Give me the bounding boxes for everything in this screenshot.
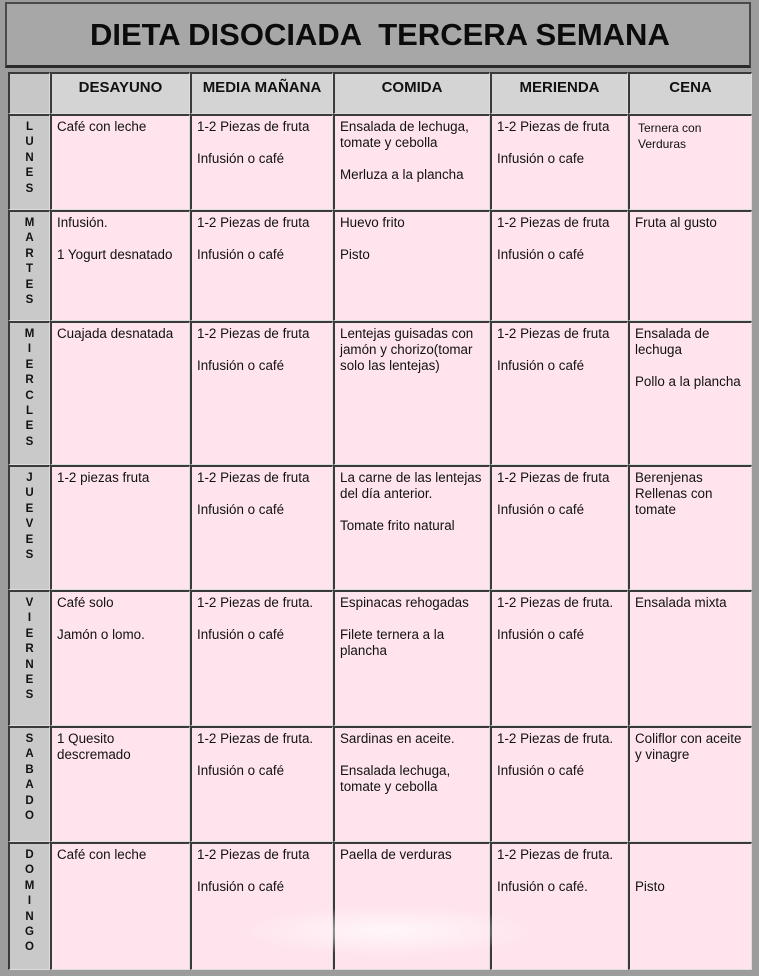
meal-cell-desayuno (50, 726, 190, 842)
day-letter: M (24, 217, 35, 229)
meal-item: Ternera con Verduras (638, 121, 702, 151)
meal-item: 1-2 Piezas de fruta. (197, 595, 314, 610)
meal-cell-merienda (490, 726, 628, 842)
header-corner (8, 72, 50, 114)
day-letter: E (25, 502, 34, 515)
meal-item: Paella de verduras (340, 847, 452, 862)
day-letter: E (25, 278, 34, 291)
meal-cell-comida (333, 321, 490, 465)
day-letter: I (27, 343, 32, 356)
day-label-viernes (8, 590, 50, 726)
meal-item: Infusión o café (497, 763, 585, 778)
meal-item: Jamón o lomo. (57, 627, 145, 642)
column-header-cena: CENA (628, 72, 752, 114)
meal-cell-cena (628, 114, 752, 210)
meal-item: Coliflor con aceite y vinagre (635, 731, 742, 762)
meal-item: Huevo frito (340, 215, 405, 230)
meal-cell-comida (333, 114, 490, 210)
day-letter: O (25, 941, 34, 954)
day-letter: A (25, 748, 34, 761)
meal-cell-cena (628, 726, 752, 842)
day-letter: S (25, 293, 34, 306)
meal-cell-media-manana (190, 114, 333, 210)
meal-item: 1-2 Piezas de fruta (197, 326, 310, 341)
meal-item: 1-2 Piezas de fruta. (497, 595, 614, 610)
meal-cell-desayuno (50, 114, 190, 210)
day-letter: R (25, 374, 34, 387)
meal-cell-media-manana (190, 465, 333, 590)
day-letter: V (25, 597, 34, 609)
meal-cell-cena (628, 590, 752, 726)
day-label-lunes (8, 114, 50, 210)
meal-cell-merienda (490, 465, 628, 590)
day-letter: L (25, 404, 34, 417)
meal-cell-media-manana (190, 590, 333, 726)
day-label-jueves (8, 465, 50, 590)
meal-cell-cena (628, 465, 752, 590)
day-letter: V (25, 518, 34, 531)
column-header-merienda: MERIENDA (490, 72, 628, 114)
meal-item: La carne de las lentejas del día anterior. (340, 470, 482, 501)
meal-cell-cena (628, 842, 752, 970)
day-letter: R (25, 643, 34, 656)
meal-item: Pisto (340, 247, 370, 262)
meal-cell-comida (333, 842, 490, 970)
meal-item: 1 Quesito descremado (57, 731, 131, 762)
day-letter: S (25, 733, 34, 745)
day-label-sabado (8, 726, 50, 842)
meal-item: Infusión o café. (497, 879, 588, 894)
meal-item: Sardinas en aceite. (340, 731, 455, 746)
meal-cell-media-manana (190, 210, 333, 321)
day-label-martes (8, 210, 50, 321)
day-letter: D (25, 794, 34, 807)
meal-item: 1-2 Piezas de fruta (497, 119, 610, 134)
page-title: DIETA DISOCIADA TERCERA SEMANA (5, 2, 751, 68)
day-letter: E (25, 167, 34, 180)
meal-cell-desayuno (50, 321, 190, 465)
day-letter: E (25, 358, 34, 371)
meal-item: Lentejas guisadas con jamón y chorizo(tomar solo las lentejas) (340, 326, 474, 373)
meal-item: Merluza a la plancha (340, 167, 464, 182)
day-letter: S (25, 689, 34, 702)
day-letter: O (25, 864, 34, 877)
day-letter: S (25, 435, 34, 448)
day-letter: J (26, 472, 33, 484)
day-letter: U (25, 136, 34, 149)
day-letter: M (24, 879, 35, 892)
meal-item: Infusión o café (497, 247, 585, 262)
day-letter: L (25, 121, 34, 133)
meal-cell-cena (628, 210, 752, 321)
column-header-desayuno: DESAYUNO (50, 72, 190, 114)
meal-cell-merienda (490, 210, 628, 321)
meal-cell-merienda (490, 114, 628, 210)
meal-item: Tomate frito natural (340, 518, 455, 533)
meal-cell-media-manana (190, 726, 333, 842)
meal-item: Ensalada mixta (635, 595, 727, 610)
meal-item: 1-2 Piezas de fruta (497, 470, 610, 485)
day-letter: E (25, 673, 34, 686)
day-letter: S (25, 548, 34, 561)
meal-item: 1-2 Piezas de fruta. (497, 847, 614, 862)
day-letter: D (25, 849, 34, 861)
meal-item: Cuajada desnatada (57, 326, 174, 341)
meal-item: Infusión o café (197, 247, 285, 262)
day-letter: A (25, 779, 34, 792)
meal-item: Infusión o café (197, 627, 285, 642)
meal-item: Infusión o café (197, 358, 285, 373)
meal-cell-cena (628, 321, 752, 465)
column-header-media-manana: MEDIA MAÑANA (190, 72, 333, 114)
day-letter: G (25, 925, 34, 938)
meal-item: 1-2 Piezas de fruta (197, 119, 310, 134)
meal-item: Infusión o café (197, 879, 285, 894)
meal-item: 1-2 Piezas de fruta. (197, 731, 314, 746)
day-letter: E (25, 627, 34, 640)
meal-item: 1 Yogurt desnatado (57, 247, 173, 262)
meal-cell-merienda (490, 321, 628, 465)
meal-item: 1-2 Piezas de fruta (197, 847, 310, 862)
meal-cell-desayuno (50, 210, 190, 321)
meal-item: 1-2 piezas fruta (57, 470, 150, 485)
day-letter: A (25, 232, 34, 245)
meal-cell-comida (333, 726, 490, 842)
meal-item: Café con leche (57, 847, 147, 862)
meal-item (635, 847, 748, 863)
meal-item: Pisto (635, 879, 665, 894)
meal-cell-desayuno (50, 465, 190, 590)
meal-cell-comida (333, 590, 490, 726)
meal-item: Infusión o cafe (497, 151, 585, 166)
meal-item: Filete ternera a la plancha (340, 627, 445, 658)
day-letter: C (25, 389, 34, 402)
meal-item: Infusión o café (497, 627, 585, 642)
meal-item: 1-2 Piezas de fruta (197, 470, 310, 485)
day-letter: E (25, 533, 34, 546)
meal-item: 1-2 Piezas de fruta (497, 326, 610, 341)
meal-cell-media-manana (190, 321, 333, 465)
day-letter: N (25, 910, 34, 923)
meal-item: Café solo (57, 595, 114, 610)
meal-item: Infusión. (57, 215, 108, 230)
meal-item: Espinacas rehogadas (340, 595, 469, 610)
day-letter: M (24, 328, 35, 340)
day-letter: T (25, 263, 34, 276)
day-letter: E (25, 420, 34, 433)
meal-item: Infusión o café (197, 151, 285, 166)
meal-item: Café con leche (57, 119, 147, 134)
meal-cell-desayuno (50, 842, 190, 970)
day-letter: O (25, 809, 34, 822)
day-letter: R (25, 247, 34, 260)
meal-item: Berenjenas Rellenas con tomate (635, 470, 713, 517)
meal-item: Pollo a la plancha (635, 374, 741, 389)
column-header-comida: COMIDA (333, 72, 490, 114)
day-label-miercles (8, 321, 50, 465)
meal-item: 1-2 Piezas de fruta (497, 215, 610, 230)
meal-item: 1-2 Piezas de fruta. (497, 731, 614, 746)
day-label-domingo (8, 842, 50, 970)
meal-item: Fruta al gusto (635, 215, 717, 230)
day-letter: B (25, 763, 34, 776)
meal-item: Infusión o café (497, 358, 585, 373)
meal-cell-comida (333, 210, 490, 321)
meal-cell-desayuno (50, 590, 190, 726)
meal-cell-merienda (490, 590, 628, 726)
day-letter: U (25, 487, 34, 500)
day-letter: I (27, 612, 32, 625)
meal-item: Infusión o café (197, 763, 285, 778)
day-letter: S (25, 182, 34, 195)
day-letter: I (27, 895, 32, 908)
meal-item: Ensalada de lechuga (635, 326, 710, 357)
meal-cell-media-manana (190, 842, 333, 970)
meal-item: Infusión o café (497, 502, 585, 517)
meal-item: Ensalada de lechuga, tomate y cebolla (340, 119, 469, 150)
meal-cell-comida (333, 465, 490, 590)
meal-cell-merienda (490, 842, 628, 970)
meal-item: Infusión o café (197, 502, 285, 517)
day-letter: N (25, 658, 34, 671)
meal-item: 1-2 Piezas de fruta (197, 215, 310, 230)
meal-item: Ensalada lechuga, tomate y cebolla (340, 763, 451, 794)
day-letter: N (25, 151, 34, 164)
